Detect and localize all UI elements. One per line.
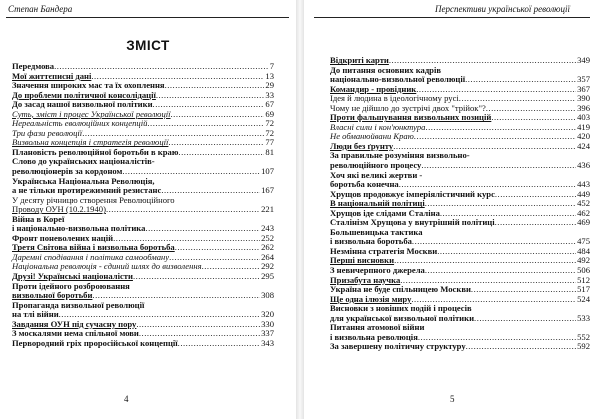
toc-entry-page: 72 [265,127,274,138]
toc-entry-title: В національній політиці [330,198,425,209]
toc-entry-title: Пропаганда визвольної революції [12,299,145,310]
toc-entry-title: Друзі! Українські націоналісти [12,271,133,282]
dot-leader [425,266,576,276]
toc-entry-page: 107 [261,166,274,177]
toc-entry-title: революційного процесу [330,160,422,171]
toc-entry-page: 443 [577,179,590,190]
toc-entry-page: 33 [265,89,274,100]
dot-leader [486,104,576,114]
toc-entry-page: 524 [577,293,590,304]
toc-entry-page: 167 [261,185,274,196]
toc-entry-page: 295 [261,271,274,282]
toc-entry-title: Питання атомової війни [330,322,425,333]
toc-entry-title: Завдання ОУН під сучасну пору [12,318,137,329]
toc-entry-page: 424 [577,140,590,151]
toc-entry-title: Україна не буде спільницею Москви [330,284,471,295]
toc-entry-title: Хрущов продовжує імперіялістичний курс [330,188,495,199]
toc-entry-page: 403 [577,112,590,123]
toc-entry-title: До питання основних кадрів [330,64,441,75]
right-page [304,0,600,419]
toc-entry-title: Проти ідейного розброювання [12,280,130,291]
toc-entry-title: а не тільки протирежимний резистанс [12,185,162,196]
toc-entry-title: Значення широких мас та їх охоплення [12,80,165,91]
dot-leader [165,81,265,91]
toc-entry-page: 262 [261,242,274,253]
toc-entry-page: 475 [577,236,590,247]
toc-entry-page: 517 [577,284,590,295]
toc-entry-page: 77 [265,137,274,148]
toc-entry-title: і визвольна боротьба [330,236,412,247]
toc-entry-title: боротьба конечна [330,179,399,190]
toc-entry-title: Суть, зміст і процес Української революції [12,108,171,119]
toc-entry-page: 419 [577,121,590,132]
dot-leader [171,110,265,120]
toc-entry-page: 533 [577,312,590,323]
toc-entry-page: 592 [577,341,590,352]
toc-entry-title: Незмінна стратегія Москви [330,245,438,256]
toc-entry-title: Третя Світова війна і визвольна боротьба [12,242,175,253]
dot-leader [156,91,265,101]
toc-entry-page: 7 [269,61,274,71]
toc-entry-page: 292 [261,261,274,272]
toc-entry-page: 13 [265,70,274,81]
toc-entry-page: 396 [577,102,590,113]
toc-entry-title: Проти фальшування визвольних позицій [330,112,492,123]
toc-entry-title: Ідея й людина в ідеологічному русі [330,93,459,104]
toc-entry-page: 337 [261,328,274,339]
toc-entry-page: 512 [577,274,590,285]
toc-entry-title: і національно-визвольна політика [12,223,146,234]
dot-leader [465,75,576,85]
toc-entry-title: Проводу ОУН (10.2.1940) [12,204,106,215]
running-head-left: Степан Бандера [8,4,73,14]
toc-entry-title: Хоч які великі жертви - [330,169,423,180]
dot-leader [425,123,576,133]
toc-entry-title: визвольної боротьби [12,290,93,301]
toc-entry-title: Національна революція - єдиний шлях до визволення [12,261,202,272]
dot-leader [421,161,576,171]
toc-entry-page: 469 [577,217,590,228]
toc-entry-title: і визвольна революція [330,331,418,342]
toc-entry-title: Хрущов іде слідами Сталіна [330,207,440,218]
toc-entry-page: 367 [577,83,590,94]
toc-entry-title: До проблеми політичної консолідації [12,89,156,100]
toc-entry-page: 552 [577,331,590,342]
toc-entry-page: 252 [261,232,274,243]
toc-entry-title: для української визвольної політики [330,312,475,323]
dot-leader [178,148,264,158]
left-page [0,0,296,419]
toc-entry-page: 264 [261,251,274,262]
toc-entry-title: З москалями нема спільної мови [12,328,139,339]
toc-title: ЗМІСТ [126,38,170,53]
toc-entry-title: Ще одна ілюзія миру [330,293,412,304]
toc-entry-title: Призабута научка [330,274,401,285]
toc-entry-title: Нереальність еволюційних концепцій [12,118,148,129]
toc-entry-title: Фронт поневолених націй [12,232,114,243]
dot-leader [168,138,264,148]
dot-leader [178,339,260,349]
toc-entry-title: У десяту річницю створення Революційного [12,194,175,205]
toc-entry-title: За завершену політичну структуру [330,341,466,352]
toc-entry-title: національно-визвольної революції [330,74,466,85]
toc-entry-page: 506 [577,265,590,276]
book-gutter [296,0,304,419]
running-head-right: Перспективи української революції [435,4,570,14]
toc-entry-page: 72 [265,118,274,129]
toc-entry-title: Командир - провідник [330,83,417,94]
toc-entry-page: 29 [265,80,274,91]
toc-entry-title: Люди без ґрунту [330,140,394,151]
toc-entry-page: 69 [265,108,274,119]
toc-entry-page: 420 [577,131,590,142]
toc-entry-title: Три фази революції [12,127,83,138]
dot-leader [202,262,260,272]
toc-entry-title: Визвольна концепція і стратегія революції [12,137,169,148]
toc-entry-title: За правильне розуміння визвольно- [330,150,470,161]
toc-entry-page: 449 [577,188,590,199]
dot-leader [133,272,260,282]
header-rule-left [6,17,289,18]
toc-entry-title: Чому не дійшло до зустрічі двох "трійок"? [330,102,486,113]
dot-leader [437,247,576,257]
toc-entry-page: 390 [577,93,590,104]
toc-entry-page: 320 [261,309,274,320]
toc-entry-title: Слово до українських націоналістів- [12,156,155,167]
toc-entry-page: 492 [577,255,590,266]
dot-leader [136,320,260,330]
toc-entry-title: Висновки з новіших подій і процесів [330,303,472,314]
toc-entry-title: революціонерів за кордоном [12,166,123,177]
toc-entry-title: Відкриті карти [330,55,389,65]
toc-entry-title: Перші висновки [330,255,395,266]
toc-entry-title: Большевицька тактика [330,226,423,237]
toc-entry-title: на тлі війни [12,309,59,320]
toc-entry-page: 343 [261,337,274,348]
toc-entry-page: 462 [577,207,590,218]
toc-entry-title: Передмова [12,61,55,71]
toc-entry-page: 67 [265,99,274,110]
toc-entry-title: Власні сили і кон'юнктура [330,121,426,132]
dot-leader [495,218,576,228]
toc-entry-page: 484 [577,245,590,256]
toc-entry-title: Сталінізм Хрущова у внутрішній політиці [330,217,495,228]
page-number-left: 4 [124,394,129,404]
dot-leader [474,314,576,324]
toc-entry [12,339,274,349]
toc-entry-title: Війна в Кореї [12,213,65,224]
toc-entry-title: Не обманюйвани Краю [330,131,414,142]
dot-leader [106,205,260,215]
dot-leader [491,113,576,123]
toc-entry-page: 221 [261,204,274,215]
dot-leader [147,119,264,129]
header-rule-right [314,17,590,18]
toc-entry-title: Мої життєписні дані [12,70,92,81]
toc-entry [330,342,590,352]
toc-entry-page: 452 [577,198,590,209]
toc-entry-title: Українська Національна Революція, [12,175,155,186]
dot-leader [495,190,576,200]
dot-leader [414,132,576,142]
dot-leader [145,224,260,234]
toc-entry-title: Плановість революційної боротьби в краю [12,146,179,157]
toc-entry-page: 330 [261,318,274,329]
dot-leader [466,342,576,352]
dot-leader [175,243,260,253]
toc-list-right [330,56,590,352]
toc-entry-page: 81 [265,146,274,157]
toc-entry-page: 243 [261,223,274,234]
toc-entry-title: З невичерпного джерела [330,265,425,276]
dot-leader [161,186,260,196]
toc-entry-page: 308 [261,290,274,301]
toc-entry-title: Первородний гріх проросійської концепції [12,337,178,348]
toc-list-left [12,62,274,348]
toc-entry-page: 357 [577,74,590,85]
dot-leader [425,199,576,209]
toc-entry-title: До засад нашої визвольної політики [12,99,153,110]
page-number-right: 5 [450,394,455,404]
dot-leader [471,285,576,295]
toc-entry-title: Даремні сподівання і політика самообману [12,251,170,262]
toc-entry-page: 349 [577,55,590,65]
toc-entry-page: 436 [577,160,590,171]
